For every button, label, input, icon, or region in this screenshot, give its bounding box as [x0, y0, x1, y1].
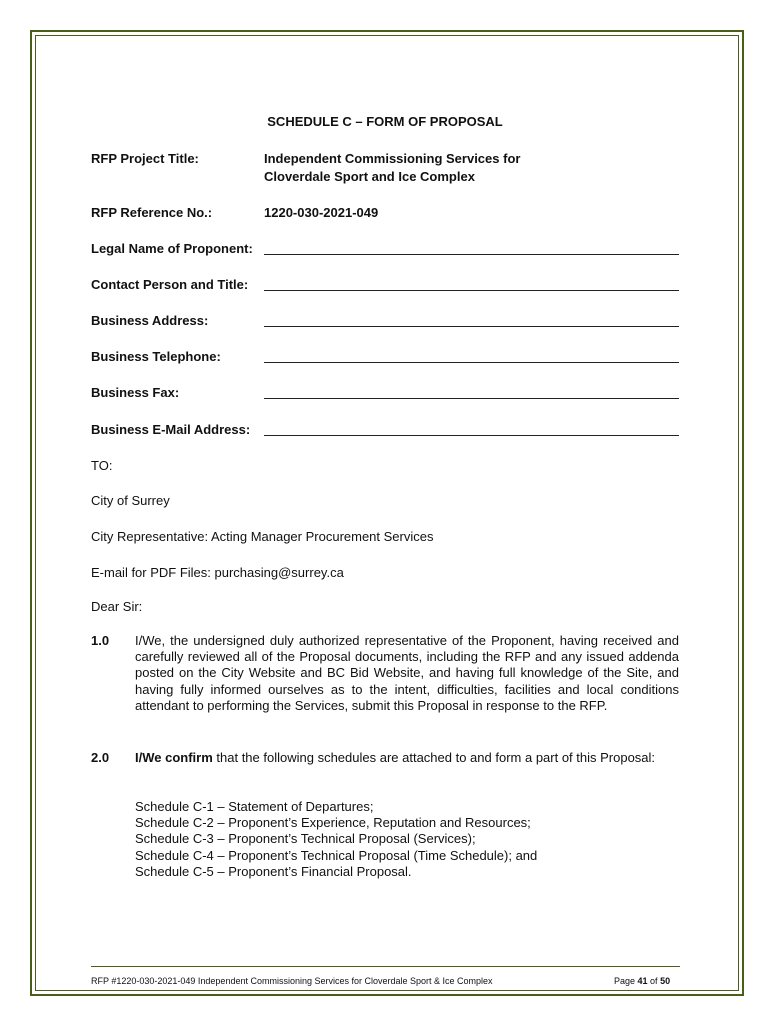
contact-person-field[interactable]	[264, 290, 679, 291]
project-title-value	[264, 150, 520, 186]
contact-person-label: Contact Person and Title:	[91, 277, 249, 292]
to-label: TO:	[91, 458, 113, 473]
salutation: Dear Sir:	[91, 599, 143, 614]
page-total: 50	[660, 976, 671, 986]
schedule-item: Schedule C-3 – Proponent’s Technical Proposal (Services);	[135, 831, 476, 847]
schedule-list	[135, 799, 537, 880]
schedule-item: Schedule C-2 – Proponent’s Experience, Reputation and Resources;	[135, 815, 531, 831]
footer-rfp-title: RFP #1220-030-2021-049 Independent Commissioning Services for Cloverdale Sport & Ice Complex	[91, 976, 493, 986]
page-title: SCHEDULE C – FORM OF PROPOSAL	[267, 114, 503, 129]
business-address-field[interactable]	[264, 326, 679, 327]
email-for-pdf: E-mail for PDF Files: purchasing@surrey.ca	[91, 565, 344, 580]
legal-name-label: Legal Name of Proponent:	[91, 241, 253, 256]
business-telephone-label: Business Telephone:	[91, 349, 221, 364]
schedule-item: Schedule C-4 – Proponent’s Technical Proposal (Time Schedule); and	[135, 847, 538, 863]
section-2-text	[135, 750, 679, 766]
page-current: 41	[637, 976, 648, 986]
city-representative: City Representative: Acting Manager Procurement Services	[91, 529, 434, 544]
section-1-text: I/We, the undersigned duly authorized representative of the Proponent, having received and carefully reviewed all of the Proposal documents, including the RFP and any issued addenda posted on the City Website and BC Bid Website, and having full knowledge of the Site, and having fully informed ourselves as to the intent, difficulties, facilities and local conditions attendant to performing the Services, submit this Proposal in response to the RFP.	[135, 633, 679, 713]
schedule-item: Schedule C-5 – Proponent’s Financial Proposal.	[135, 863, 412, 879]
business-address-label: Business Address:	[91, 313, 209, 328]
business-telephone-field[interactable]	[264, 362, 679, 363]
section-2-rest: that the following schedules are attached to and form a part of this Proposal:	[212, 750, 656, 765]
city-name: City of Surrey	[91, 493, 170, 508]
project-title-line1: Independent Commissioning Services for	[264, 151, 521, 166]
page-of: of	[647, 976, 661, 986]
business-fax-field[interactable]	[264, 398, 679, 399]
footer-divider	[91, 966, 680, 967]
schedule-item: Schedule C-1 – Statement of Departures;	[135, 799, 374, 814]
reference-label: RFP Reference No.:	[91, 205, 213, 220]
business-email-label: Business E-Mail Address:	[91, 422, 251, 437]
business-email-field[interactable]	[264, 435, 679, 436]
reference-value: 1220-030-2021-049	[264, 205, 379, 220]
section-2-number: 2.0	[91, 750, 110, 765]
legal-name-field[interactable]	[264, 254, 679, 255]
business-fax-label: Business Fax:	[91, 385, 180, 400]
section-1-number: 1.0	[91, 633, 110, 648]
project-title-label: RFP Project Title:	[91, 151, 199, 166]
page-prefix: Page	[614, 976, 638, 986]
footer-page-number	[614, 976, 670, 986]
section-2-bold: I/We confirm	[135, 750, 213, 765]
project-title-line2: Cloverdale Sport and Ice Complex	[264, 169, 475, 184]
